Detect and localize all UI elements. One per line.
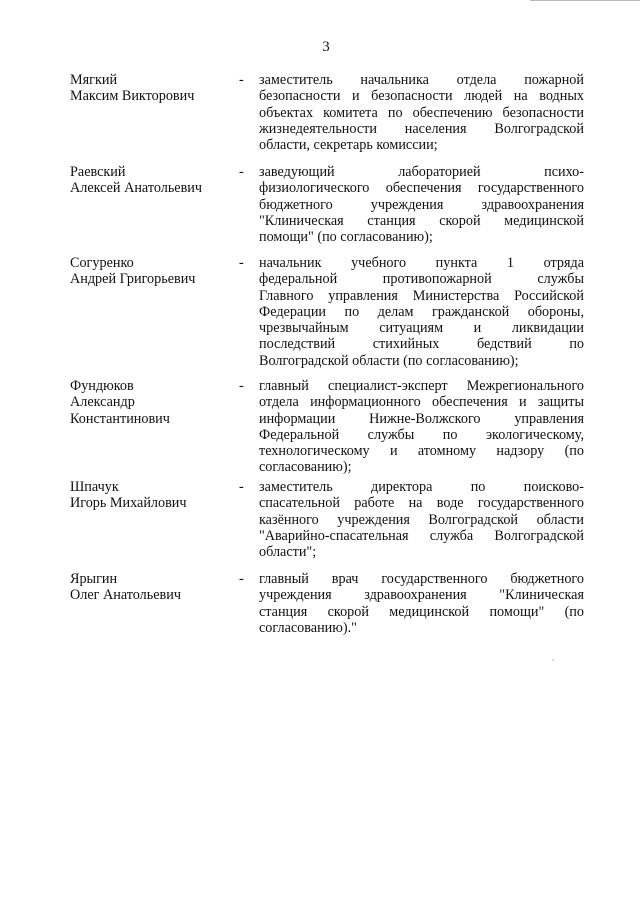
position-line: области"; <box>259 544 317 561</box>
position-line: помощи" (по согласованию); <box>259 229 433 246</box>
member-given-names: Максим Викторович <box>70 88 195 105</box>
position-line: технологическому и атомному надзору (по <box>259 443 584 460</box>
position-line: заместитель директора по поисково- <box>259 479 584 495</box>
position-line: заведующий лабораторией психо- <box>259 164 584 180</box>
entry-dash: - <box>239 72 244 88</box>
scan-speck <box>552 659 554 661</box>
page-number: 3 <box>322 39 330 55</box>
position-line: безопасности и безопасности людей на водных <box>259 88 584 105</box>
position-line: "Клиническая станция скорой медицинской <box>259 212 584 229</box>
member-patronymic: Константинович <box>70 410 170 427</box>
member-surname: Фундюков <box>70 378 134 394</box>
member-given-names: Алексей Анатольевич <box>70 180 203 197</box>
position-line: бюджетного учреждения здравоохранения <box>259 196 584 213</box>
position-line: федеральной противопожарной службы <box>259 271 584 288</box>
member-name <box>70 164 230 197</box>
member-name <box>70 479 230 512</box>
position-line: Главного управления Министерства Российской <box>259 287 584 304</box>
member-surname: Согуренко <box>70 255 134 271</box>
position-line: станция скорой медицинской помощи" (по <box>259 603 584 620</box>
member-surname: Шпачук <box>70 479 119 495</box>
top-edge-rule <box>530 0 640 1</box>
position-line: Федеральной службы по экологическому, <box>259 426 584 443</box>
position-line: Федерации по делам гражданской обороны, <box>259 303 584 320</box>
position-line: физиологического обеспечения государственного <box>259 180 584 197</box>
position-line: учреждения здравоохранения "Клиническая <box>259 587 584 604</box>
entry-dash: - <box>239 479 244 495</box>
entry-dash: - <box>239 378 244 394</box>
member-name <box>70 72 230 105</box>
entry-dash: - <box>239 164 244 180</box>
member-name <box>70 378 230 427</box>
member-given-names: Андрей Григорьевич <box>70 271 196 288</box>
position-line: главный специалист-эксперт Межрегионального <box>259 378 584 394</box>
position-line: Волгоградской области (по согласованию); <box>259 352 519 369</box>
position-line: чрезвычайным ситуациям и ликвидации <box>259 320 584 337</box>
position-line: "Аварийно-спасательная служба Волгоградской <box>259 527 584 544</box>
position-line: отдела информационного обеспечения и защиты <box>259 394 584 411</box>
position-line: начальник учебного пункта 1 отряда <box>259 255 584 271</box>
member-name <box>70 571 230 604</box>
member-position <box>259 479 584 560</box>
member-position <box>259 378 584 476</box>
member-surname: Мягкий <box>70 72 118 88</box>
position-line: согласованию)." <box>259 619 357 636</box>
member-surname: Ярыгин <box>70 571 118 587</box>
member-position <box>259 164 584 245</box>
entry-dash: - <box>239 255 244 271</box>
position-line: объектах комитета по обеспечению безопасности <box>259 104 584 121</box>
position-line: казённого учреждения Волгоградской области <box>259 511 584 528</box>
member-position <box>259 255 584 369</box>
position-line: согласованию); <box>259 459 352 476</box>
member-given-names: Олег Анатольевич <box>70 587 181 604</box>
member-position <box>259 72 584 153</box>
position-line: последствий стихийных бедствий по <box>259 336 584 353</box>
entry-dash: - <box>239 571 244 587</box>
position-line: информации Нижне-Волжского управления <box>259 410 584 427</box>
member-given-name: Александр <box>70 394 135 411</box>
member-given-names: Игорь Михайлович <box>70 495 187 512</box>
position-line: области, секретарь комиссии; <box>259 137 438 154</box>
position-line: заместитель начальника отдела пожарной <box>259 72 584 88</box>
position-line: спасательной работе на воде государственного <box>259 495 584 512</box>
position-line: жизнедеятельности населения Волгоградской <box>259 120 584 137</box>
member-surname: Раевский <box>70 164 126 180</box>
position-line: главный врач государственного бюджетного <box>259 571 584 587</box>
member-name <box>70 255 230 288</box>
member-position <box>259 571 584 636</box>
